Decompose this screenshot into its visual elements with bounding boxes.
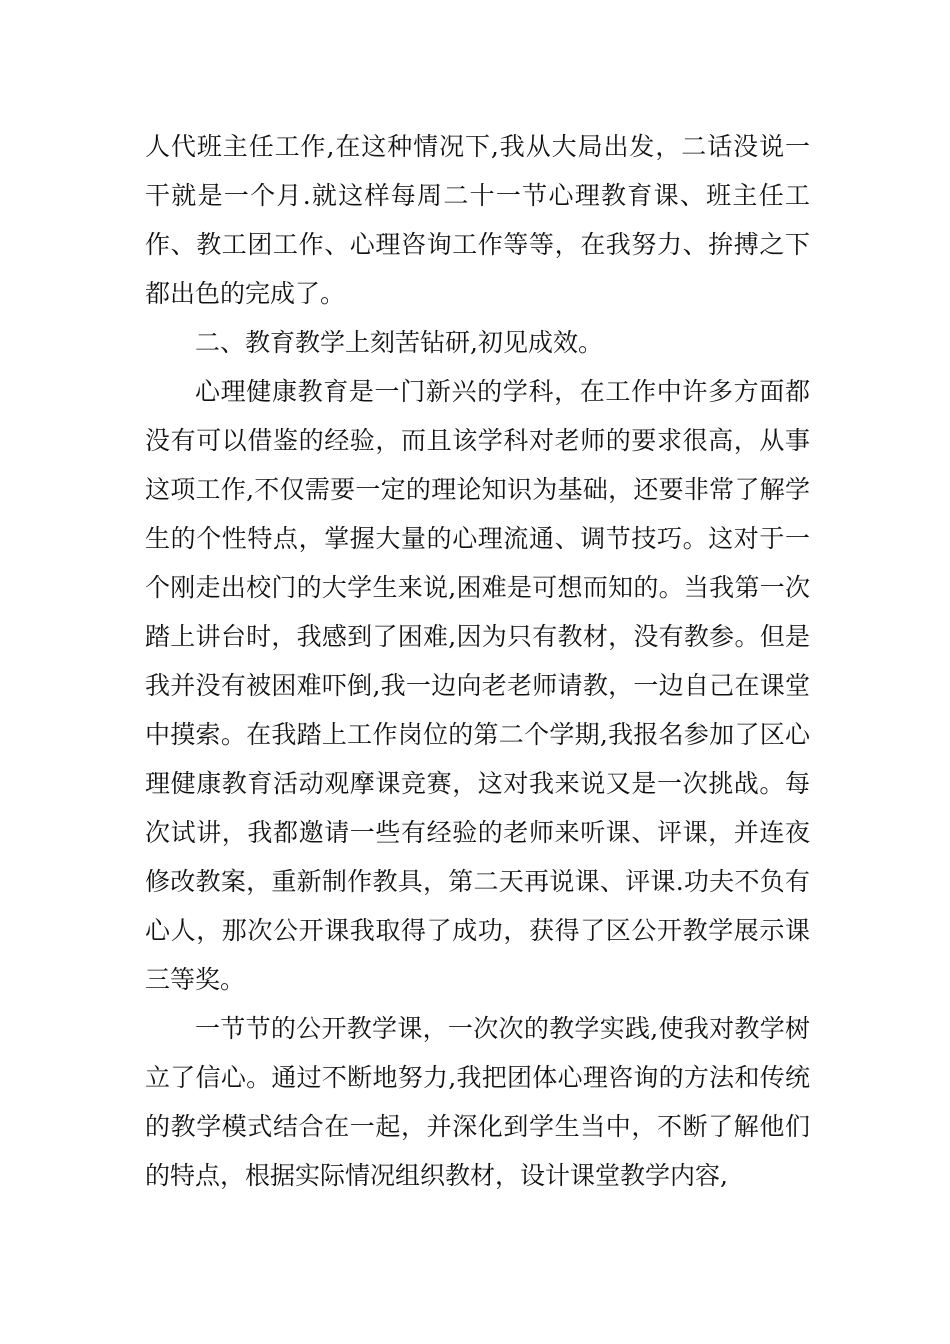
paragraph-continued: 人代班主任工作,在这种情况下,我从大局出发，二话没说一干就是一个月.就这样每周二十一节心理教育课、班主任工作、教工团工作、心理咨询工作等等，在我努力、拚搏之下都出色的完成了。	[145, 132, 810, 308]
document-body	[145, 122, 810, 1200]
paragraph: 心理健康教育是一门新兴的学科，在工作中许多方面都没有可以借鉴的经验，而且该学科对老师的要求很高，从事这项工作,不仅需要一定的理论知识为基础，还要非常了解学生的个性特点，掌握大量的心理流通、调节技巧。这对于一个刚走出校门的大学生来说,困难是可想而知的。当我第一次踏上讲台时，我感到了困难,因为只有教材，没有教参。但是我并没有被困难吓倒,我一边向老老师请教，一边自己在课堂中摸索。在我踏上工作岗位的第二个学期,我报名参加了区心理健康教育活动观摩课竞赛，这对我来说又是一次挑战。每次试讲，我都邀请一些有经验的老师来听课、评课，并连夜修改教案，重新制作教具，第二天再说课、评课.功夫不负有心人，那次公开课我取得了成功，获得了区公开教学展示课三等奖。	[145, 377, 810, 994]
paragraph: 一节节的公开教学课，一次次的教学实践,使我对教学树立了信心。通过不断地努力,我把团体心理咨询的方法和传统的教学模式结合在一起，并深化到学生当中，不断了解他们的特点，根据实际情况组织教材，设计课堂教学内容,	[145, 1014, 810, 1190]
section-heading: 二、教育教学上刻苦钻研,初见成效。	[195, 328, 603, 357]
